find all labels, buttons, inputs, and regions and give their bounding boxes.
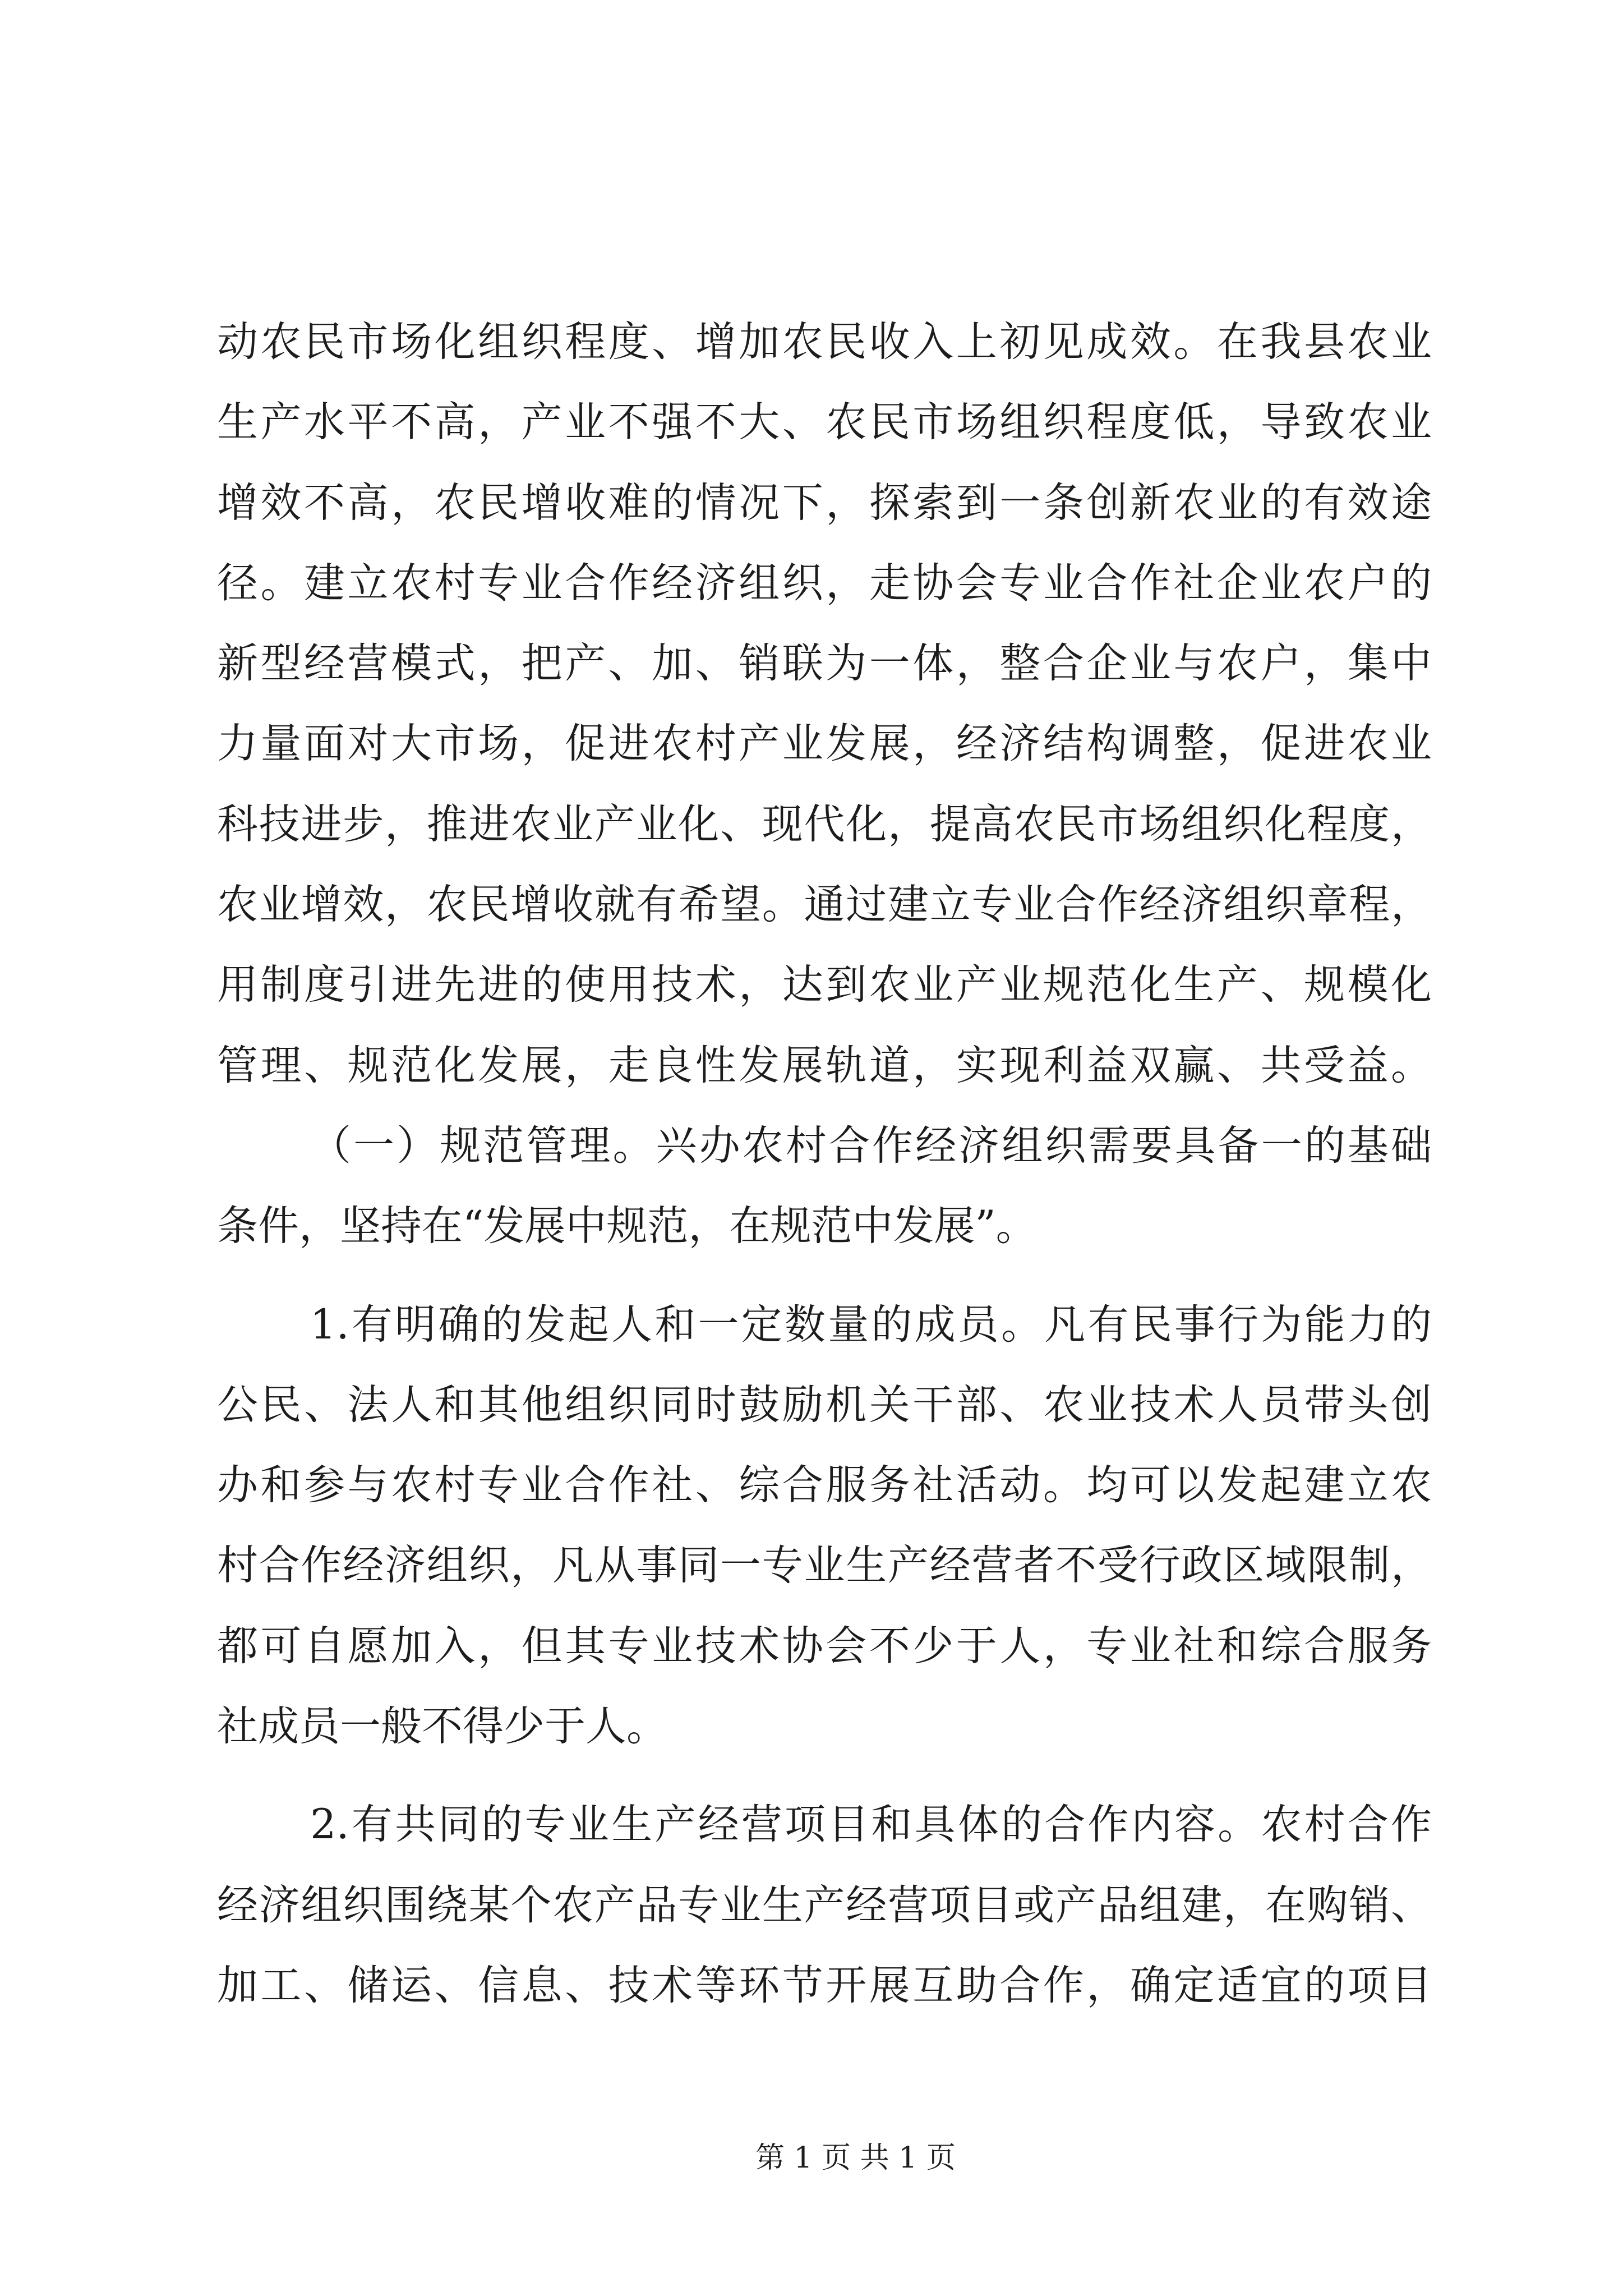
text-line: 村合作经济组织，凡从事同一专业生产经营者不受行政区域限制，: [217, 1542, 1432, 1590]
text-line: 管理、规范化发展，走良性发展轨道，实现利益双赢、共受益。: [217, 1041, 1432, 1089]
text-line: 用制度引进先进的使用技术，达到农业产业规范化生产、规模化: [217, 961, 1432, 1009]
text-line: 农业增效，农民增收就有希望。通过建立专业合作经济组织章程，: [217, 881, 1432, 929]
text-line: 力量面对大市场，促进农村产业发展，经济结构调整，促进农业: [217, 720, 1432, 768]
text-line: 都可自愿加入，但其专业技术协会不少于人，专业社和综合服务: [217, 1622, 1432, 1670]
text-line: 增效不高，农民增收难的情况下，探索到一条创新农业的有效途: [217, 478, 1432, 527]
text-line: 加工、储运、信息、技术等环节开展互助合作，确定适宜的项目: [217, 1961, 1432, 2009]
document-body: [217, 302, 1432, 2026]
text-line: 公民、法人和其他组织同时鼓励机关干部、农业技术人员带头创: [217, 1381, 1432, 1429]
page-footer: 第 1 页 共 1 页: [755, 2141, 956, 2175]
text-line: 办和参与农村专业合作社、综合服务社活动。均可以发起建立农: [217, 1461, 1432, 1510]
paragraph-section-heading: [217, 1106, 1432, 1267]
text-line: 社成员一般不得少于人。: [217, 1703, 667, 1751]
paragraph-item-1: [217, 1285, 1432, 1767]
text-line: 经济组织围绕某个农产品专业生产经营项目或产品组建，在购销、: [217, 1881, 1432, 1929]
text-line: 新型经营模式，把产、加、销联为一体，整合企业与农户，集中: [217, 639, 1432, 688]
paragraph-intro: [217, 302, 1432, 1106]
text-line: 条件，坚持在“发展中规范，在规范中发展”。: [217, 1202, 1037, 1250]
text-line: 动农民市场化组织程度、增加农民收入上初见成效。在我县农业: [217, 318, 1432, 366]
text-line: 径。建立农村专业合作经济组织，走协会专业合作社企业农户的: [217, 559, 1432, 607]
text-line: 科技进步，推进农业产业化、现代化，提高农民市场组织化程度，: [217, 800, 1432, 848]
text-line: 1.有明确的发起人和一定数量的成员。凡有民事行为能力的: [310, 1300, 1432, 1349]
text-line: 生产水平不高，产业不强不大、农民市场组织程度低，导致农业: [217, 398, 1432, 447]
paragraph-item-2: [217, 1784, 1432, 2026]
text-line: （一）规范管理。兴办农村合作经济组织需要具备一的基础: [310, 1121, 1432, 1170]
text-line: 2.有共同的专业生产经营项目和具体的合作内容。农村合作: [310, 1801, 1432, 1849]
